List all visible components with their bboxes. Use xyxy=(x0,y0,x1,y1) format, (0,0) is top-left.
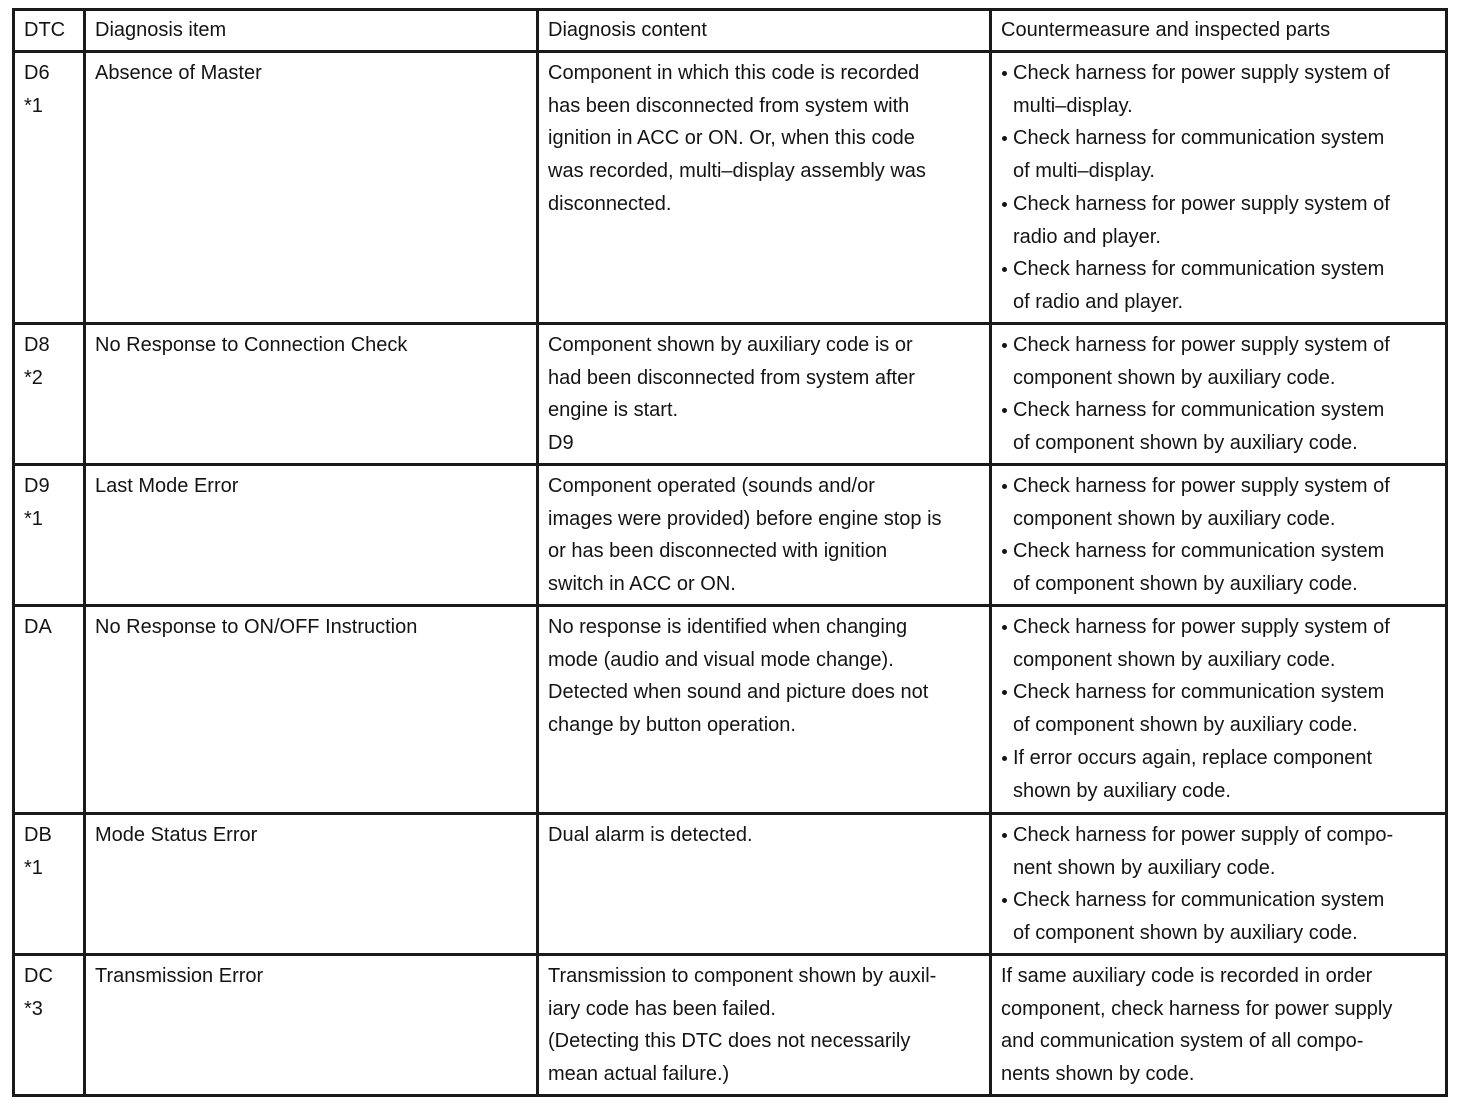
header-countermeasure: Countermeasure and inspected parts xyxy=(991,10,1447,52)
dtc-code: DB xyxy=(24,824,52,846)
diagnosis-content-cell xyxy=(538,465,991,606)
diagnosis-item-cell xyxy=(85,955,538,1096)
diagnosis-content-cell xyxy=(538,955,991,1096)
countermeasure-line: Check harness for communication system xyxy=(1013,540,1385,563)
table-header-row xyxy=(14,10,1447,52)
diagnosis-item-cell xyxy=(85,52,538,324)
content-line: ignition in ACC or ON. Or, when this code xyxy=(548,127,915,150)
countermeasure-line: Check harness for power supply system of xyxy=(1013,616,1390,638)
header-dtc: DTC xyxy=(14,10,85,52)
countermeasure-line: of component shown by auxiliary code. xyxy=(1013,432,1358,455)
header-diagnosis-item: Diagnosis item xyxy=(85,10,538,52)
countermeasure-line: If same auxiliary code is recorded in order xyxy=(1001,965,1373,987)
countermeasure-list xyxy=(1001,329,1437,460)
diagnosis-item: No Response to Connection Check xyxy=(95,334,408,356)
content-line: Component shown by auxiliary code is or xyxy=(548,334,913,356)
countermeasure-line: Check harness for communication system xyxy=(1013,889,1385,912)
countermeasure-list xyxy=(1001,57,1437,319)
countermeasure-line: component shown by auxiliary code. xyxy=(1013,366,1336,389)
dtc-code: D6 xyxy=(24,62,50,84)
dtc-note: *3 xyxy=(24,997,43,1020)
diagnosis-content-cell xyxy=(538,52,991,324)
countermeasure-line: nent shown by auxiliary code. xyxy=(1013,856,1276,879)
dtc-code: DA xyxy=(24,616,52,638)
diagnosis-item: Mode Status Error xyxy=(95,824,258,846)
countermeasure-item xyxy=(1001,470,1437,535)
table-row xyxy=(14,52,1447,324)
content-line: mode (audio and visual mode change). xyxy=(548,648,894,671)
countermeasure-line: Check harness for communication system xyxy=(1013,399,1385,422)
countermeasure-cell xyxy=(991,814,1447,955)
countermeasure-line: If error occurs again, replace component xyxy=(1013,746,1373,769)
countermeasure-line: Check harness for power supply system of xyxy=(1013,334,1390,356)
diagnosis-item: Transmission Error xyxy=(95,965,264,987)
dtc-code: D8 xyxy=(24,334,50,356)
countermeasure-cell xyxy=(991,52,1447,324)
content-line: or has been disconnected with ignition xyxy=(548,540,888,563)
content-line: disconnected. xyxy=(548,192,672,215)
content-line: No response is identified when changing xyxy=(548,616,908,638)
countermeasure-item xyxy=(1001,819,1437,884)
countermeasure-line: and communication system of all compo- xyxy=(1001,1030,1364,1053)
content-line: (Detecting this DTC does not necessarily xyxy=(548,1030,911,1053)
dtc-code: DC xyxy=(24,965,53,987)
content-line: Dual alarm is detected. xyxy=(548,824,753,846)
countermeasure-list xyxy=(1001,470,1437,601)
countermeasure-cell xyxy=(991,955,1447,1096)
countermeasure-item xyxy=(1001,122,1437,187)
countermeasure-item xyxy=(1001,253,1437,318)
content-line: was recorded, multi–display assembly was xyxy=(548,160,926,183)
countermeasure-line: of component shown by auxiliary code. xyxy=(1013,573,1358,596)
diagnosis-item: Absence of Master xyxy=(95,62,262,84)
dtc-cell xyxy=(14,52,85,324)
diagnosis-content-cell xyxy=(538,606,991,814)
countermeasure-cell xyxy=(991,465,1447,606)
dtc-note: *1 xyxy=(24,856,43,879)
countermeasure-line: Check harness for communication system xyxy=(1013,681,1385,704)
diagnosis-content-cell xyxy=(538,324,991,465)
content-line: engine is start. xyxy=(548,399,679,422)
diagnosis-item-cell xyxy=(85,606,538,814)
countermeasure-item xyxy=(1001,188,1437,253)
dtc-diagnosis-table xyxy=(12,8,1448,1097)
content-line: switch in ACC or ON. xyxy=(548,573,736,596)
table-row xyxy=(14,324,1447,465)
countermeasure-line: of radio and player. xyxy=(1013,290,1184,313)
table-row xyxy=(14,465,1447,606)
countermeasure-item xyxy=(1001,57,1437,122)
countermeasure-item xyxy=(1001,676,1437,741)
dtc-cell xyxy=(14,955,85,1096)
diagnosis-item-cell xyxy=(85,324,538,465)
dtc-cell xyxy=(14,606,85,814)
countermeasure-line: Check harness for power supply of compo- xyxy=(1013,824,1394,846)
countermeasure-cell xyxy=(991,324,1447,465)
countermeasure-line: Check harness for power supply system of xyxy=(1013,62,1390,84)
dtc-note: *1 xyxy=(24,94,43,117)
countermeasure-item xyxy=(1001,394,1437,459)
countermeasure-list xyxy=(1001,611,1437,807)
dtc-code: D9 xyxy=(24,475,50,497)
content-line: images were provided) before engine stop is xyxy=(548,507,942,530)
countermeasure-line: of component shown by auxiliary code. xyxy=(1013,922,1358,945)
diagnosis-item-cell xyxy=(85,814,538,955)
dtc-cell xyxy=(14,324,85,465)
countermeasure-line: of multi–display. xyxy=(1013,160,1155,183)
diagnosis-content-cell xyxy=(538,814,991,955)
countermeasure-line: radio and player. xyxy=(1013,225,1161,248)
content-line: mean actual failure.) xyxy=(548,1063,730,1086)
diagnosis-item: Last Mode Error xyxy=(95,475,239,497)
dtc-cell xyxy=(14,465,85,606)
countermeasure-line: component, check harness for power supply xyxy=(1001,997,1393,1020)
content-line: has been disconnected from system with xyxy=(548,94,910,117)
table-row xyxy=(14,814,1447,955)
countermeasure-line: multi–display. xyxy=(1013,94,1133,117)
countermeasure-line: Check harness for communication system xyxy=(1013,258,1385,281)
countermeasure-line: component shown by auxiliary code. xyxy=(1013,648,1336,671)
content-line: iary code has been failed. xyxy=(548,997,776,1020)
countermeasure-line: component shown by auxiliary code. xyxy=(1013,507,1336,530)
countermeasure-line: Check harness for power supply system of xyxy=(1013,475,1390,497)
countermeasure-cell xyxy=(991,606,1447,814)
content-line: D9 xyxy=(548,432,574,455)
content-line: change by button operation. xyxy=(548,714,796,737)
content-line: Transmission to component shown by auxil- xyxy=(548,965,937,987)
diagnosis-item-cell xyxy=(85,465,538,606)
table-row xyxy=(14,955,1447,1096)
countermeasure-item xyxy=(1001,329,1437,394)
dtc-note: *1 xyxy=(24,507,43,530)
content-line: had been disconnected from system after xyxy=(548,366,915,389)
diagnosis-item: No Response to ON/OFF Instruction xyxy=(95,616,418,638)
countermeasure-line: nents shown by code. xyxy=(1001,1063,1195,1086)
dtc-cell xyxy=(14,814,85,955)
countermeasure-item xyxy=(1001,884,1437,949)
countermeasure-line: shown by auxiliary code. xyxy=(1013,779,1231,802)
countermeasure-item xyxy=(1001,742,1437,807)
countermeasure-list xyxy=(1001,819,1437,950)
header-diagnosis-content: Diagnosis content xyxy=(538,10,991,52)
table-row xyxy=(14,606,1447,814)
content-line: Component operated (sounds and/or xyxy=(548,475,875,497)
dtc-note: *2 xyxy=(24,366,43,389)
content-line: Component in which this code is recorded xyxy=(548,62,920,84)
countermeasure-line: of component shown by auxiliary code. xyxy=(1013,714,1358,737)
countermeasure-line: Check harness for power supply system of xyxy=(1013,192,1390,215)
countermeasure-line: Check harness for communication system xyxy=(1013,127,1385,150)
countermeasure-item xyxy=(1001,535,1437,600)
content-line: Detected when sound and picture does not xyxy=(548,681,929,704)
countermeasure-item xyxy=(1001,611,1437,676)
